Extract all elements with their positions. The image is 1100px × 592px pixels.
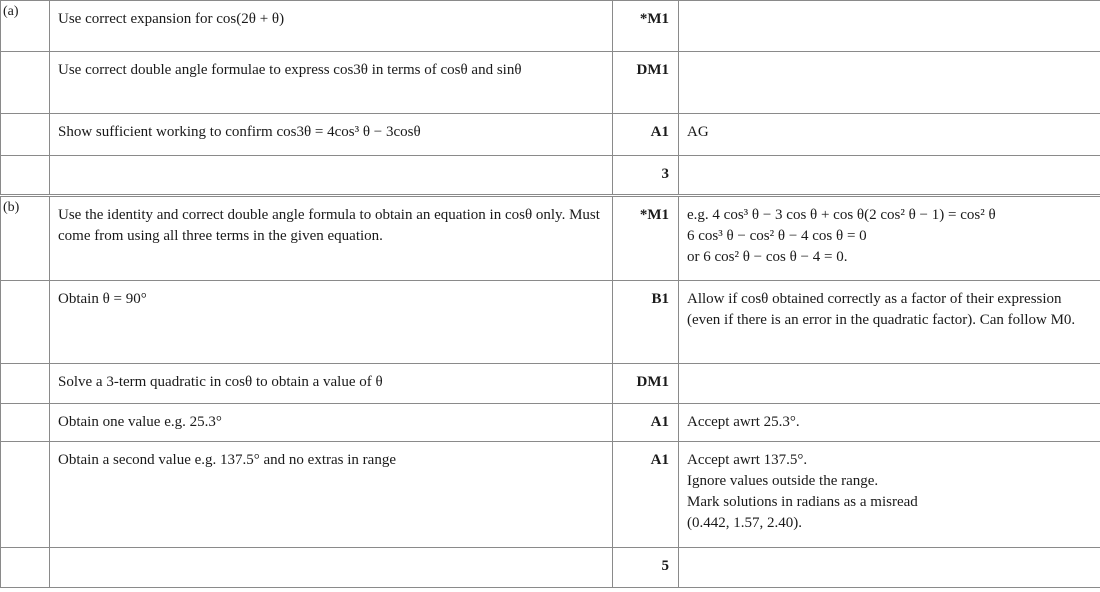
note-line: Mark solutions in radians as a misread (687, 494, 918, 510)
question-part-label (1, 114, 50, 156)
question-part-label (1, 281, 50, 364)
question-part-label (1, 404, 50, 442)
question-part-label (1, 156, 50, 196)
mark-cell: A1 (613, 404, 679, 442)
note-line: Accept awrt 137.5°. (687, 452, 808, 468)
table-row (1, 156, 1100, 196)
notes-cell (679, 156, 1100, 196)
mark-cell: DM1 (613, 52, 679, 114)
method-cell: Use correct double angle formulae to express cos3θ in terms of cosθ and sinθ (50, 52, 613, 114)
question-part-label (1, 52, 50, 114)
question-part-label (1, 548, 50, 588)
method-cell (50, 156, 613, 196)
note-line: e.g. 4 cos³ θ − 3 cos θ + cos θ(2 cos² θ − 1) = cos² θ (687, 207, 996, 223)
table-row (1, 1, 1100, 52)
note-line: 6 cos³ θ − cos² θ − 4 cos θ = 0 (687, 228, 867, 244)
table-row (1, 196, 1100, 281)
note-line: (0.442, 1.57, 2.40). (687, 515, 802, 531)
method-cell (50, 548, 613, 588)
note-line: Allow if cosθ obtained correctly as a factor of their expression (even if there is an error in the quadratic factor). Can follow M0. (687, 291, 1076, 328)
note-line: or 6 cos² θ − cos θ − 4 = 0. (687, 249, 848, 265)
mark-cell: *M1 (613, 196, 679, 281)
mark-cell: A1 (613, 114, 679, 156)
notes-cell (679, 404, 1100, 442)
method-cell: Use the identity and correct double angle formula to obtain an equation in cosθ only. Must come from using all three terms in the given equation. (50, 196, 613, 281)
table-row (1, 548, 1100, 588)
method-cell: Obtain a second value e.g. 137.5° and no extras in range (50, 442, 613, 548)
mark-cell: *M1 (613, 1, 679, 52)
mark-cell: B1 (613, 281, 679, 364)
table-row (1, 364, 1100, 404)
method-cell: Obtain one value e.g. 25.3° (50, 404, 613, 442)
table-row (1, 442, 1100, 548)
note-line: Ignore values outside the range. (687, 473, 879, 489)
method-cell: Solve a 3-term quadratic in cosθ to obtain a value of θ (50, 364, 613, 404)
mark-cell: A1 (613, 442, 679, 548)
notes-cell (679, 196, 1100, 281)
notes-cell (679, 442, 1100, 548)
notes-cell (679, 548, 1100, 588)
table-row (1, 114, 1100, 156)
notes-cell (679, 364, 1100, 404)
method-cell: Obtain θ = 90° (50, 281, 613, 364)
note-line: AG (687, 124, 709, 140)
total-mark-cell: 5 (613, 548, 679, 588)
total-mark-cell: 3 (613, 156, 679, 196)
table-row (1, 404, 1100, 442)
notes-cell (679, 52, 1100, 114)
method-cell: Use correct expansion for cos(2θ + θ) (50, 1, 613, 52)
method-cell: Show sufficient working to confirm cos3θ = 4cos³ θ − 3cosθ (50, 114, 613, 156)
notes-cell (679, 114, 1100, 156)
question-part-label: (b) (1, 196, 50, 281)
note-line: Accept awrt 25.3°. (687, 414, 800, 430)
notes-cell (679, 281, 1100, 364)
table-row (1, 281, 1100, 364)
question-part-label: (a) (1, 1, 50, 52)
question-part-label (1, 364, 50, 404)
table-row (1, 52, 1100, 114)
question-part-label (1, 442, 50, 548)
notes-cell (679, 1, 1100, 52)
mark-cell: DM1 (613, 364, 679, 404)
